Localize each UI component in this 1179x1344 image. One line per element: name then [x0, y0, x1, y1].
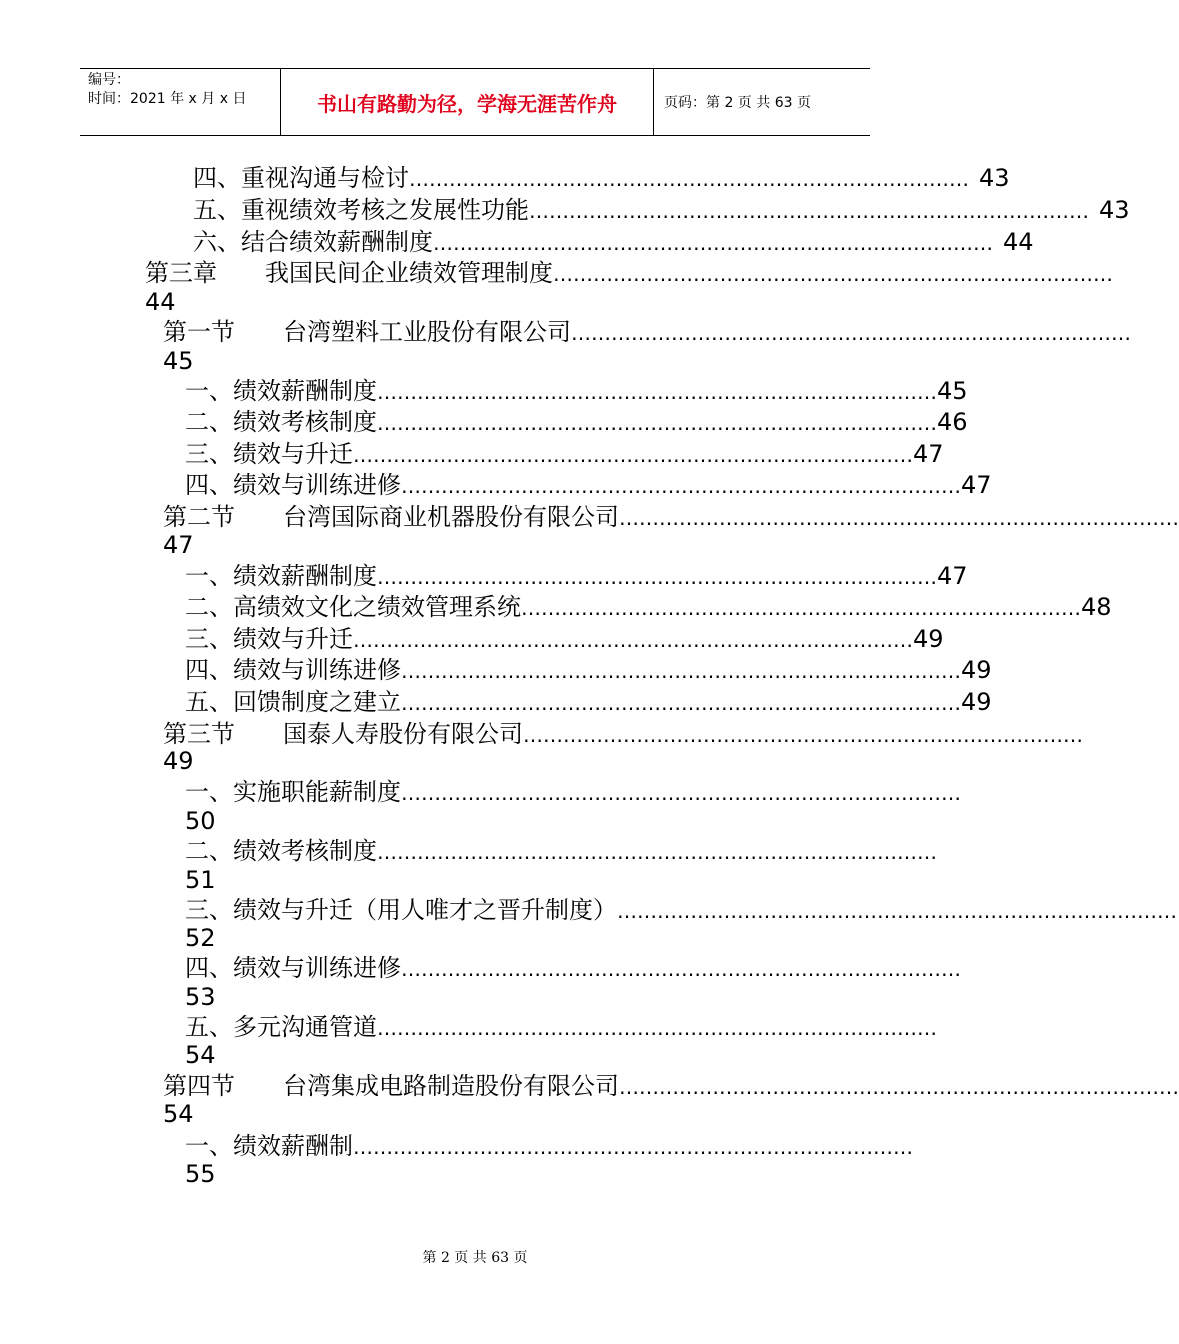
toc-entry[interactable]: [185, 376, 968, 407]
toc-entry-title: 三、绩效与升迁（用人唯才之晋升制度）: [185, 896, 617, 924]
toc-entry-page: 54: [185, 1041, 216, 1069]
toc-entry-title: 四、绩效与训练进修: [185, 656, 401, 684]
toc-entry-title: 二、高绩效文化之绩效管理系统: [185, 593, 521, 621]
toc-entry-page: 53: [185, 983, 216, 1011]
toc-entry[interactable]: [163, 719, 1083, 750]
toc-leader: …………………………………………………………………………: [529, 199, 1089, 223]
toc-leader: …………………………………………………………………………: [353, 443, 913, 467]
toc-entry-page: 51: [185, 866, 216, 894]
toc-entry-title: 第三节 国泰人寿股份有限公司: [163, 720, 523, 748]
toc-entry-page: 49: [163, 747, 194, 775]
toc-entry-title: 一、绩效薪酬制度: [185, 377, 377, 405]
toc-entry-page: 49: [961, 656, 992, 684]
toc-entry[interactable]: [163, 502, 1179, 533]
toc-entry-title: 一、绩效薪酬制: [185, 1132, 353, 1160]
toc-leader: …………………………………………………………………………: [377, 411, 937, 435]
toc-entry[interactable]: [185, 777, 961, 808]
toc-entry[interactable]: [145, 258, 1113, 289]
toc-entry[interactable]: [193, 195, 1130, 226]
toc-entry-page: 44: [1003, 228, 1034, 256]
toc-entry-page: 45: [937, 377, 968, 405]
toc-leader: …………………………………………………………………………: [377, 1016, 937, 1040]
toc-entry[interactable]: [163, 1071, 1179, 1102]
toc-entry-page: 44: [145, 288, 176, 316]
toc-leader: …………………………………………………………………………: [571, 321, 1131, 345]
toc-entry-title: 一、实施职能薪制度: [185, 778, 401, 806]
toc-entry-page: 55: [185, 1160, 216, 1188]
toc-entry-title: 第一节 台湾塑料工业股份有限公司: [163, 318, 571, 346]
toc-leader: …………………………………………………………………………: [401, 691, 961, 715]
toc-leader: …………………………………………………………………………: [353, 628, 913, 652]
toc-entry[interactable]: [185, 1012, 937, 1043]
header-motto: 书山有路勤为径，学海无涯苦作舟: [281, 69, 654, 135]
toc-entry[interactable]: [185, 561, 968, 592]
toc-entry[interactable]: [185, 592, 1112, 623]
toc-leader: …………………………………………………………………………: [377, 380, 937, 404]
toc-entry-title: 四、重视沟通与检讨: [193, 164, 409, 192]
toc-entry[interactable]: [193, 163, 1010, 194]
toc-leader: …………………………………………………………………………: [523, 723, 1083, 747]
toc-entry-title: 二、绩效考核制度: [185, 837, 377, 865]
toc-entry-title: 三、绩效与升迁: [185, 625, 353, 653]
toc-entry[interactable]: [163, 317, 1131, 348]
time-label: 时间：2021 年 x 月 x 日: [88, 91, 247, 107]
toc-leader: …………………………………………………………………………: [353, 1135, 913, 1159]
toc-entry-title: 五、多元沟通管道: [185, 1013, 377, 1041]
toc-entry-page: 43: [979, 164, 1010, 192]
page-footer: 第 2 页 共 63 页: [422, 1250, 528, 1266]
toc-entry[interactable]: [185, 953, 961, 984]
toc-entry[interactable]: [185, 655, 992, 686]
toc-entry-title: 五、回馈制度之建立: [185, 688, 401, 716]
toc-entry-page: 47: [961, 471, 992, 499]
toc-entry-page: 45: [163, 347, 194, 375]
toc-entry[interactable]: [185, 407, 968, 438]
toc-entry-title: 六、结合绩效薪酬制度: [193, 228, 433, 256]
toc-entry-page: 47: [937, 562, 968, 590]
header-page-info: 页码：第 2 页 共 63 页: [664, 95, 811, 111]
toc-entry-title: 第三章 我国民间企业绩效管理制度: [145, 259, 553, 287]
toc-leader: …………………………………………………………………………: [377, 840, 937, 864]
toc-entry-page: 50: [185, 807, 216, 835]
toc-entry[interactable]: [185, 895, 1177, 926]
toc-leader: …………………………………………………………………………: [401, 659, 961, 683]
toc-entry-title: 四、绩效与训练进修: [185, 471, 401, 499]
header-meta: [80, 69, 281, 135]
toc-entry-page: 49: [913, 625, 944, 653]
toc-leader: …………………………………………………………………………: [409, 167, 969, 191]
toc-entry[interactable]: [185, 687, 992, 718]
toc-entry-page: 47: [163, 531, 194, 559]
toc-leader: …………………………………………………………………………: [553, 262, 1113, 286]
toc-entry-page: 46: [937, 408, 968, 436]
toc-entry-page: 43: [1099, 196, 1130, 224]
toc-entry[interactable]: [185, 439, 944, 470]
toc-entry-page: 54: [163, 1100, 194, 1128]
toc-entry[interactable]: [193, 227, 1034, 258]
toc-leader: …………………………………………………………………………: [619, 1075, 1179, 1099]
toc-entry-title: 五、重视绩效考核之发展性功能: [193, 196, 529, 224]
toc-entry[interactable]: [185, 470, 992, 501]
toc-entry-page: 49: [961, 688, 992, 716]
toc-entry[interactable]: [185, 624, 944, 655]
toc-entry-page: 52: [185, 924, 216, 952]
toc-leader: …………………………………………………………………………: [401, 781, 961, 805]
toc-entry-title: 第二节 台湾国际商业机器股份有限公司: [163, 503, 619, 531]
toc-leader: …………………………………………………………………………: [401, 474, 961, 498]
toc-entry[interactable]: [185, 1131, 913, 1162]
toc-leader: …………………………………………………………………………: [377, 565, 937, 589]
toc-leader: …………………………………………………………………………: [617, 899, 1177, 923]
toc-entry-title: 三、绩效与升迁: [185, 440, 353, 468]
toc-entry-title: 第四节 台湾集成电路制造股份有限公司: [163, 1072, 619, 1100]
toc-entry-title: 一、绩效薪酬制度: [185, 562, 377, 590]
toc-leader: …………………………………………………………………………: [433, 231, 993, 255]
toc-entry-title: 二、绩效考核制度: [185, 408, 377, 436]
number-label: 编号：: [88, 72, 130, 88]
toc-leader: …………………………………………………………………………: [619, 506, 1179, 530]
page-header: [80, 68, 870, 136]
toc-entry-page: 48: [1081, 593, 1112, 621]
toc-leader: …………………………………………………………………………: [521, 596, 1081, 620]
toc-leader: …………………………………………………………………………: [401, 957, 961, 981]
toc-entry[interactable]: [185, 836, 937, 867]
toc-entry-title: 四、绩效与训练进修: [185, 954, 401, 982]
toc-entry-page: 47: [913, 440, 944, 468]
